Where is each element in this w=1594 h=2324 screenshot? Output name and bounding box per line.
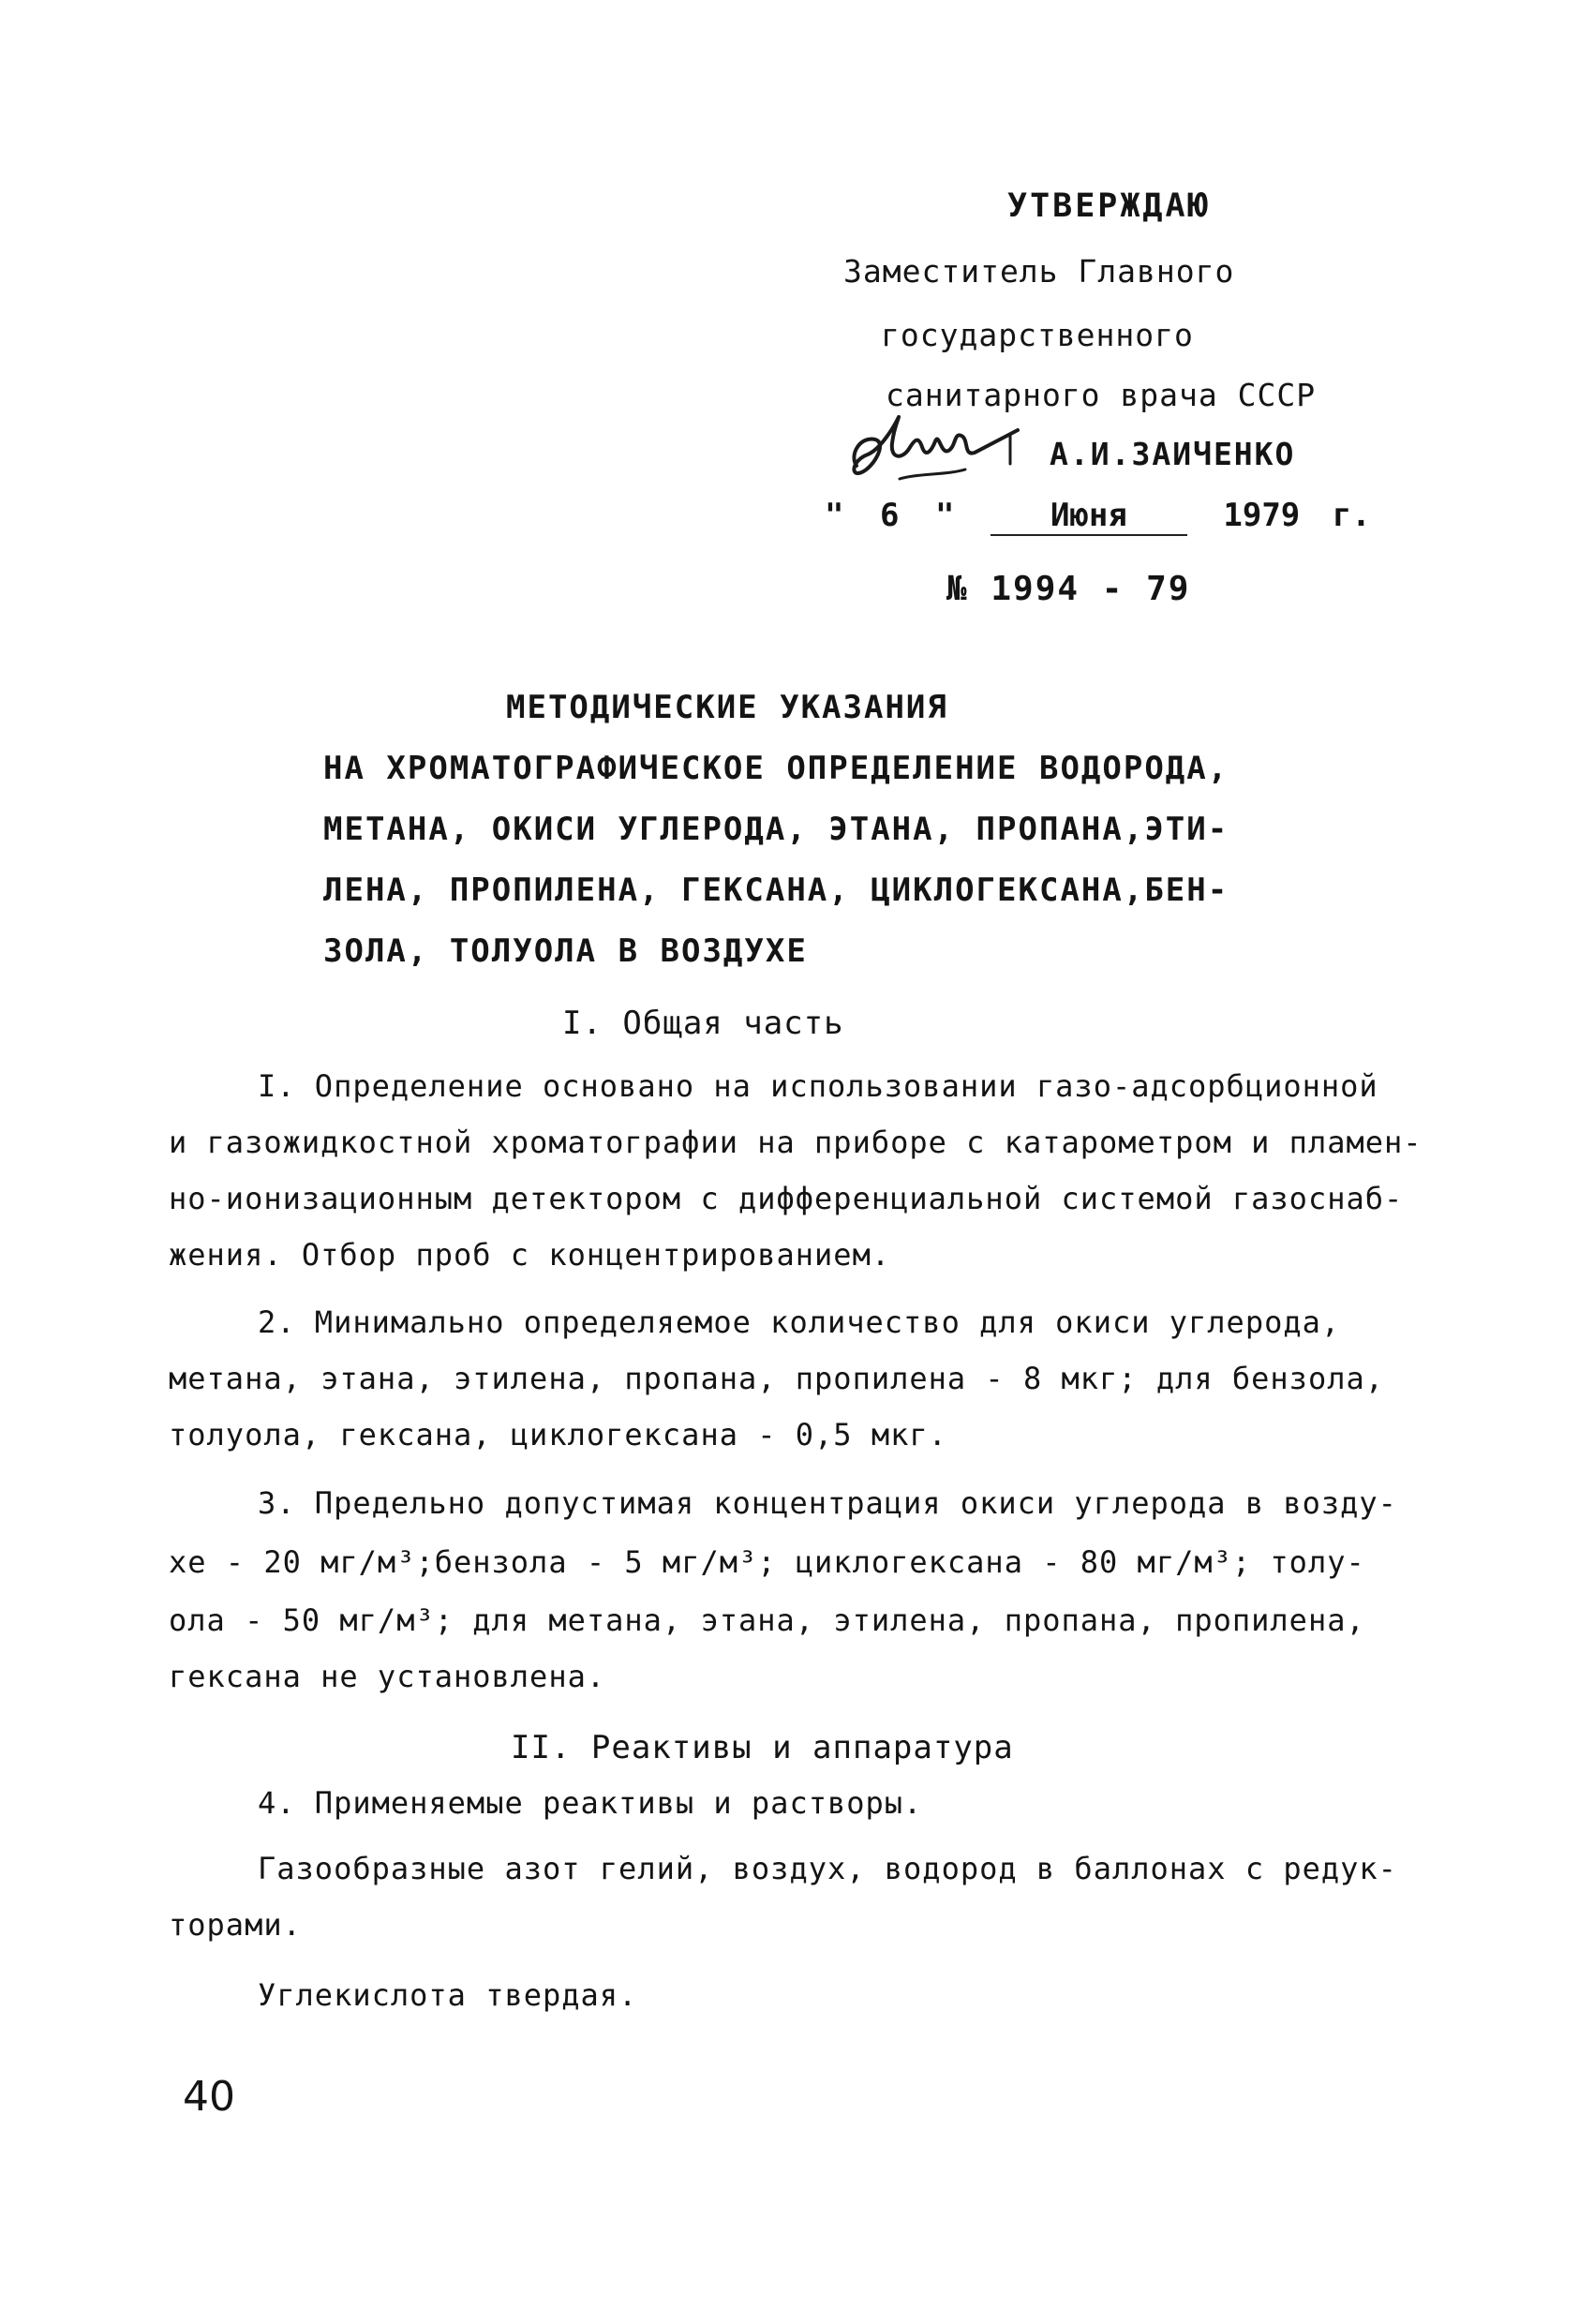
date-close-quote: " — [934, 497, 955, 534]
paragraph-3-line-3: ола - 50 мг/м³; для метана, этана, этилена, пропана, пропилена, — [169, 1602, 1365, 1638]
document-title-line-5: ЗОЛА, ТОЛУОЛА В ВОЗДУХЕ — [323, 932, 808, 970]
handwritten-signature — [843, 398, 1031, 492]
paragraph-3-line-1: 3. Предельно допустимая концентрация окиси углерода в возду- — [258, 1485, 1397, 1521]
paragraph-1-line-3: но-ионизационным детектором с дифференциальной системой газоснаб- — [169, 1181, 1404, 1216]
paragraph-1-line-4: жения. Отбор проб с концентрированием. — [169, 1237, 891, 1273]
paragraph-6-line-1: Углекислота твердая. — [258, 1977, 638, 2013]
paragraph-3-line-2: хе - 20 мг/м³;бензола - 5 мг/м³; циклогексана - 80 мг/м³; толу- — [169, 1544, 1365, 1580]
page-number: 40 — [183, 2073, 235, 2121]
paragraph-1-line-1: I. Определение основано на использовании газо-адсорбционной — [258, 1068, 1378, 1104]
document-title-line-4: ЛЕНА, ПРОПИЛЕНА, ГЕКСАНА, ЦИКЛОГЕКСАНА,БЕН- — [323, 872, 1229, 909]
approval-position-line-3: санитарного врача СССР — [886, 377, 1317, 413]
section-2-heading: II. Реактивы и аппаратура — [511, 1729, 1014, 1766]
approval-position-line-1: Заместитель Главного — [843, 253, 1235, 290]
order-number: № 1994 - 79 — [946, 570, 1191, 608]
date-day: 6 — [879, 497, 900, 534]
approval-date — [825, 497, 1371, 536]
date-year: 1979 — [1223, 497, 1301, 534]
paragraph-2-line-3: толуола, гексана, циклогексана - 0,5 мкг. — [169, 1417, 947, 1452]
paragraph-2-line-1: 2. Минимально определяемое количество для окиси углерода, — [258, 1304, 1341, 1340]
document-title-line-1: МЕТОДИЧЕСКИЕ УКАЗАНИЯ — [506, 689, 948, 726]
date-open-quote: " — [825, 497, 844, 534]
paragraph-3-line-4: гексана не установлена. — [169, 1659, 606, 1694]
paragraph-2-line-2: метана, этана, этилена, пропана, пропилена - 8 мкг; для бензола, — [169, 1361, 1384, 1396]
section-1-heading: I. Общая часть — [562, 1005, 844, 1042]
approval-position-line-2: государственного — [881, 317, 1194, 353]
paragraph-5-line-2: торами. — [169, 1907, 302, 1943]
paragraph-5-line-1: Газообразные азот гелий, воздух, водород в баллонах с редук- — [258, 1851, 1397, 1886]
document-title-line-2: НА ХРОМАТОГРАФИЧЕСКОЕ ОПРЕДЕЛЕНИЕ ВОДОРОДА, — [323, 750, 1229, 787]
paragraph-1-line-2: и газожидкостной хроматографии на приборе с катарометром и пламен- — [169, 1125, 1423, 1160]
document-title-line-3: МЕТАНА, ОКИСИ УГЛЕРОДА, ЭТАНА, ПРОПАНА,ЭТИ- — [323, 811, 1229, 848]
date-month: Июня — [991, 497, 1187, 536]
paragraph-4-line-1: 4. Применяемые реактивы и растворы. — [258, 1785, 923, 1821]
approval-signatory: А.И.ЗАИЧЕНКО — [1050, 436, 1296, 472]
date-suffix: г. — [1332, 497, 1371, 534]
approval-heading: УТВЕРЖДАЮ — [1007, 187, 1211, 225]
